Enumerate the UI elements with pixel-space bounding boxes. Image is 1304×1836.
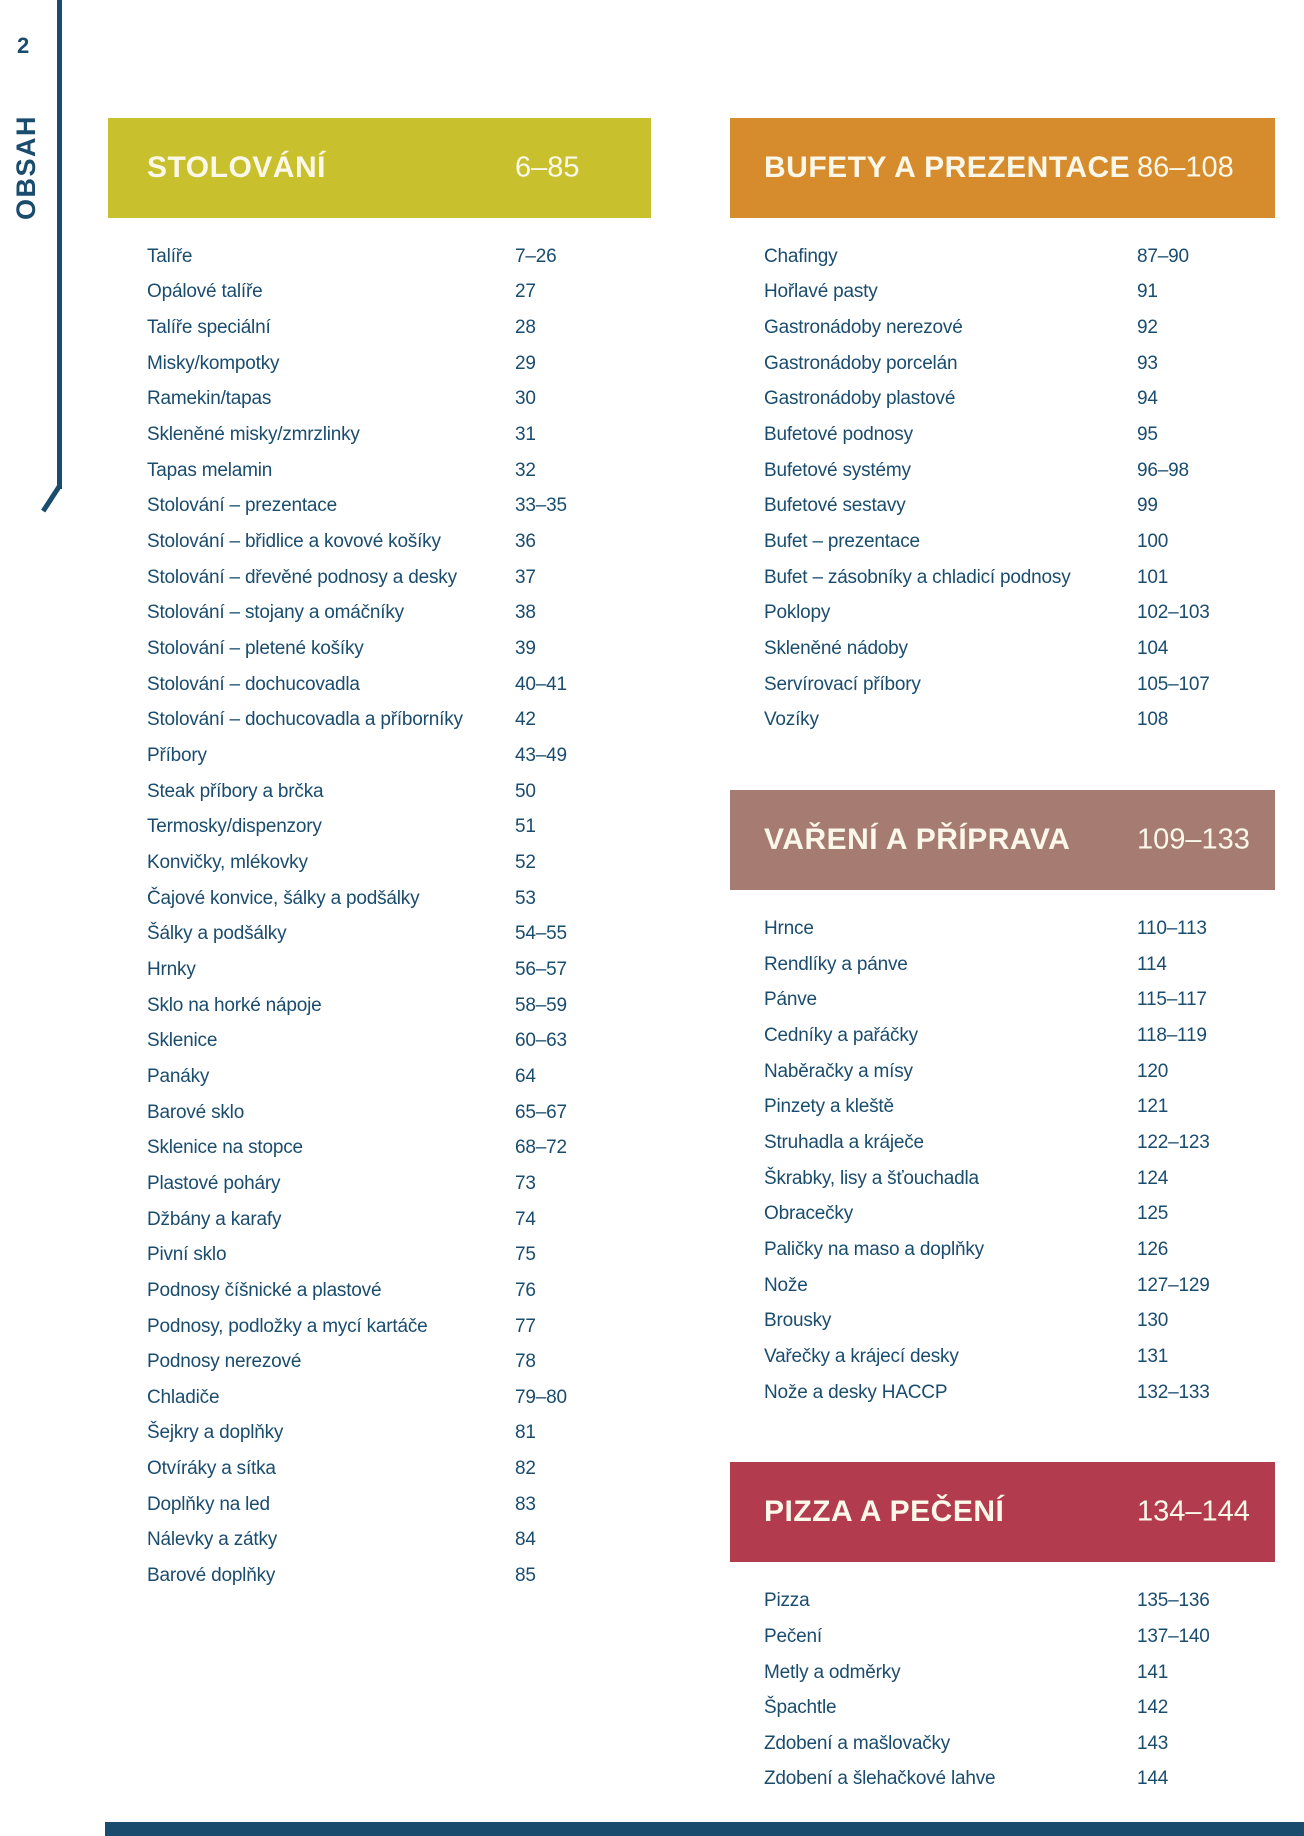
- toc-entry-label: Šálky a podšálky: [147, 923, 287, 945]
- toc-entry-pages: 60–63: [515, 1030, 567, 1052]
- toc-entry-pages: 87–90: [1137, 245, 1189, 267]
- toc-entry-pages: 78: [515, 1351, 536, 1373]
- toc-entry-pages: 141: [1137, 1661, 1169, 1683]
- toc-entry-pages: 115–117: [1137, 989, 1207, 1011]
- toc-entry-label: Termosky/dispenzory: [147, 816, 322, 838]
- section-header: [108, 118, 651, 218]
- section-title: STOLOVÁNÍ: [147, 151, 326, 184]
- toc-entry: [730, 1054, 1275, 1090]
- toc-entry-label: Talíře speciální: [147, 317, 271, 339]
- toc-entry: [730, 983, 1275, 1019]
- toc-entry-label: Struhadla a kráječe: [764, 1131, 924, 1153]
- section-page-range: 109–133: [1137, 823, 1250, 856]
- toc-entry-label: Škrabky, lisy a šťouchadla: [764, 1167, 979, 1189]
- sidebar-title: OBSAH: [11, 115, 41, 221]
- toc-section: [730, 118, 1275, 738]
- toc-entry-label: Nože a desky HACCP: [764, 1381, 948, 1403]
- toc-entry: [730, 382, 1275, 418]
- toc-entry-label: Rendlíky a pánve: [764, 953, 908, 975]
- toc-entry-label: Čajové konvice, šálky a podšálky: [147, 887, 420, 909]
- toc-entry-label: Poklopy: [764, 602, 831, 624]
- toc-entry: [108, 703, 651, 739]
- toc-entry-label: Gastronádoby plastové: [764, 388, 956, 410]
- section-page-range: 86–108: [1137, 151, 1234, 184]
- toc-entry-label: Paličky na maso a doplňky: [764, 1238, 984, 1260]
- section-title: BUFETY A PREZENTACE: [764, 151, 1131, 184]
- toc-entry: [108, 1237, 651, 1273]
- toc-entry-pages: 68–72: [515, 1137, 567, 1159]
- section-item-list: [730, 239, 1275, 738]
- toc-entry-pages: 82: [515, 1458, 536, 1480]
- toc-entry-pages: 110–113: [1137, 918, 1207, 940]
- toc-entry-label: Doplňky na led: [147, 1493, 270, 1515]
- toc-entry: [730, 1268, 1275, 1304]
- toc-entry-pages: 131: [1137, 1345, 1169, 1367]
- toc-entry-label: Stolování – prezentace: [147, 495, 337, 517]
- toc-entry-label: Gastronádoby porcelán: [764, 352, 958, 374]
- page-number: 2: [17, 33, 30, 58]
- toc-entry-label: Nože: [764, 1274, 808, 1296]
- toc-entry-pages: 73: [515, 1172, 536, 1194]
- toc-entry: [108, 810, 651, 846]
- toc-entry-pages: 28: [515, 317, 536, 339]
- toc-column-left: [108, 118, 651, 1594]
- toc-entry-label: Vozíky: [764, 709, 819, 731]
- toc-entry-pages: 65–67: [515, 1101, 567, 1123]
- toc-entry-label: Hrnce: [764, 918, 814, 940]
- toc-entry: [730, 1339, 1275, 1375]
- toc-entry-label: Sklenice na stopce: [147, 1137, 303, 1159]
- toc-entry: [730, 346, 1275, 382]
- toc-entry-pages: 100: [1137, 531, 1169, 553]
- section-page-range: 6–85: [515, 151, 580, 184]
- toc-entry-label: Podnosy nerezové: [147, 1351, 302, 1373]
- toc-entry: [730, 560, 1275, 596]
- toc-entry: [730, 275, 1275, 311]
- toc-entry-pages: 127–129: [1137, 1274, 1210, 1296]
- toc-entry-pages: 120: [1137, 1060, 1169, 1082]
- toc-entry: [108, 845, 651, 881]
- toc-entry-label: Stolování – dochucovadla: [147, 673, 360, 695]
- toc-entry-label: Tapas melamin: [147, 459, 273, 481]
- toc-entry-pages: 84: [515, 1529, 536, 1551]
- toc-entry-pages: 122–123: [1137, 1131, 1210, 1153]
- toc-entry-pages: 51: [515, 816, 536, 838]
- toc-entry-pages: 104: [1137, 638, 1169, 660]
- toc-entry: [108, 1344, 651, 1380]
- toc-entry-pages: 124: [1137, 1167, 1169, 1189]
- toc-entry-label: Obracečky: [764, 1203, 854, 1225]
- toc-entry-pages: 39: [515, 638, 536, 660]
- toc-entry: [730, 631, 1275, 667]
- toc-entry: [730, 703, 1275, 739]
- toc-entry-pages: 37: [515, 566, 536, 588]
- toc-entry-label: Konvičky, mlékovky: [147, 851, 308, 873]
- toc-entry-pages: 130: [1137, 1310, 1169, 1332]
- toc-entry-label: Gastronádoby nerezové: [764, 317, 963, 339]
- toc-entry: [730, 239, 1275, 275]
- section-item-list: [108, 239, 651, 1594]
- toc-entry-label: Příbory: [147, 745, 207, 767]
- toc-entry-label: Skleněné misky/zmrzlinky: [147, 424, 360, 446]
- toc-entry: [108, 1380, 651, 1416]
- toc-entry: [108, 1309, 651, 1345]
- section-item-list: [730, 911, 1275, 1410]
- toc-entry-pages: 96–98: [1137, 459, 1189, 481]
- toc-entry-label: Podnosy, podložky a mycí kartáče: [147, 1315, 428, 1337]
- toc-entry: [108, 738, 651, 774]
- toc-entry: [730, 1690, 1275, 1726]
- toc-entry: [108, 1273, 651, 1309]
- toc-entry-label: Otvíráky a sítka: [147, 1458, 276, 1480]
- toc-entry: [108, 560, 651, 596]
- toc-entry: [108, 1059, 651, 1095]
- toc-entry: [108, 1095, 651, 1131]
- sidebar-rule: [57, 0, 62, 489]
- toc-entry: [108, 1166, 651, 1202]
- toc-entry: [730, 524, 1275, 560]
- toc-entry-label: Sklenice: [147, 1030, 218, 1052]
- footer-bar: [105, 1822, 1304, 1836]
- toc-entry-pages: 144: [1137, 1768, 1169, 1790]
- toc-entry-label: Chladiče: [147, 1386, 220, 1408]
- toc-entry: [730, 947, 1275, 983]
- section-title: PIZZA A PEČENÍ: [764, 1495, 1005, 1529]
- toc-entry: [730, 1089, 1275, 1125]
- toc-entry: [730, 489, 1275, 525]
- toc-entry: [730, 453, 1275, 489]
- toc-entry-pages: 126: [1137, 1238, 1169, 1260]
- toc-entry: [108, 1487, 651, 1523]
- toc-entry-pages: 121: [1137, 1096, 1169, 1118]
- toc-entry-label: Skleněné nádoby: [764, 638, 908, 660]
- toc-entry-label: Cedníky a pařáčky: [764, 1024, 918, 1046]
- toc-entry-pages: 118–119: [1137, 1024, 1207, 1046]
- toc-entry-pages: 32: [515, 459, 536, 481]
- toc-entry-label: Šejkry a doplňky: [147, 1422, 284, 1444]
- toc-entry-label: Stolování – pletené košíky: [147, 638, 364, 660]
- toc-entry-label: Stolování – stojany a omáčníky: [147, 602, 404, 624]
- toc-entry: [108, 1451, 651, 1487]
- toc-entry-pages: 40–41: [515, 673, 567, 695]
- toc-entry-label: Stolování – dřevěné podnosy a desky: [147, 566, 457, 588]
- toc-entry-label: Pivní sklo: [147, 1244, 227, 1266]
- toc-entry-label: Plastové poháry: [147, 1172, 281, 1194]
- toc-entry-label: Džbány a karafy: [147, 1208, 282, 1230]
- toc-entry-pages: 52: [515, 851, 536, 873]
- toc-entry-pages: 38: [515, 602, 536, 624]
- toc-entry-label: Vařečky a krájecí desky: [764, 1345, 959, 1367]
- toc-entry-pages: 79–80: [515, 1386, 567, 1408]
- toc-entry-pages: 31: [515, 424, 536, 446]
- toc-entry-label: Stolování – břidlice a kovové košíky: [147, 531, 441, 553]
- toc-entry-pages: 75: [515, 1244, 536, 1266]
- toc-entry: [108, 1023, 651, 1059]
- toc-entry: [730, 667, 1275, 703]
- toc-entry-pages: 42: [515, 709, 536, 731]
- toc-entry-pages: 99: [1137, 495, 1158, 517]
- toc-entry: [108, 596, 651, 632]
- toc-entry-label: Bufet – prezentace: [764, 531, 920, 553]
- toc-entry-label: Zdobení a šlehačkové lahve: [764, 1768, 996, 1790]
- toc-entry-pages: 83: [515, 1493, 536, 1515]
- toc-entry: [108, 346, 651, 382]
- section-page-range: 134–144: [1137, 1495, 1250, 1528]
- toc-entry: [108, 1558, 651, 1594]
- toc-entry-label: Naběračky a mísy: [764, 1060, 913, 1082]
- toc-column-right: [730, 118, 1275, 1797]
- toc-entry: [108, 489, 651, 525]
- toc-entry: [730, 1303, 1275, 1339]
- toc-entry-label: Bufetové sestavy: [764, 495, 906, 517]
- section-item-list: [730, 1583, 1275, 1797]
- toc-entry: [730, 1619, 1275, 1655]
- toc-entry-pages: 64: [515, 1065, 536, 1087]
- toc-entry: [108, 453, 651, 489]
- toc-entry: [730, 1232, 1275, 1268]
- toc-entry: [730, 1726, 1275, 1762]
- toc-entry: [730, 1196, 1275, 1232]
- toc-entry: [108, 417, 651, 453]
- toc-section: [108, 118, 651, 1594]
- toc-entry: [730, 1161, 1275, 1197]
- toc-entry: [108, 524, 651, 560]
- toc-entry: [108, 667, 651, 703]
- toc-entry-label: Sklo na horké nápoje: [147, 994, 322, 1016]
- toc-entry-pages: 29: [515, 352, 536, 374]
- toc-entry-pages: 125: [1137, 1203, 1169, 1225]
- toc-entry-pages: 92: [1137, 317, 1158, 339]
- toc-entry-label: Steak příbory a brčka: [147, 780, 324, 802]
- toc-entry: [108, 275, 651, 311]
- toc-entry-label: Barové doplňky: [147, 1565, 276, 1587]
- toc-entry-label: Barové sklo: [147, 1101, 245, 1123]
- toc-entry-pages: 7–26: [515, 245, 557, 267]
- toc-entry: [108, 952, 651, 988]
- toc-entry-label: Ramekin/tapas: [147, 388, 272, 410]
- toc-entry-pages: 101: [1137, 566, 1169, 588]
- toc-entry-label: Stolování – dochucovadla a příborníky: [147, 709, 463, 731]
- toc-section: [730, 790, 1275, 1410]
- toc-entry-pages: 76: [515, 1279, 536, 1301]
- toc-entry-pages: 43–49: [515, 745, 567, 767]
- toc-entry-pages: 142: [1137, 1697, 1169, 1719]
- section-header: [730, 790, 1275, 890]
- toc-entry-label: Zdobení a mašlovačky: [764, 1732, 951, 1754]
- toc-entry: [108, 881, 651, 917]
- toc-entry-label: Chafingy: [764, 245, 838, 267]
- toc-entry-pages: 36: [515, 531, 536, 553]
- toc-entry-label: Misky/kompotky: [147, 352, 280, 374]
- toc-entry: [108, 1416, 651, 1452]
- toc-entry-label: Hrnky: [147, 958, 196, 980]
- toc-entry-pages: 114: [1137, 953, 1167, 975]
- toc-entry-pages: 50: [515, 780, 536, 802]
- toc-entry-label: Pečení: [764, 1625, 822, 1647]
- toc-entry-label: Talíře: [147, 245, 193, 267]
- toc-entry-pages: 27: [515, 281, 536, 303]
- toc-entry-pages: 74: [515, 1208, 536, 1230]
- toc-entry: [730, 596, 1275, 632]
- toc-entry-pages: 77: [515, 1315, 536, 1337]
- section-header: [730, 1462, 1275, 1562]
- toc-entry-pages: 137–140: [1137, 1625, 1210, 1647]
- toc-entry: [108, 1130, 651, 1166]
- toc-entry-label: Servírovací příbory: [764, 673, 921, 695]
- toc-entry: [108, 239, 651, 275]
- toc-entry-pages: 93: [1137, 352, 1158, 374]
- toc-entry-label: Hořlavé pasty: [764, 281, 878, 303]
- toc-entry-pages: 56–57: [515, 958, 567, 980]
- toc-entry-label: Panáky: [147, 1065, 210, 1087]
- toc-entry: [730, 1655, 1275, 1691]
- toc-entry: [730, 1125, 1275, 1161]
- toc-entry: [108, 1523, 651, 1559]
- toc-entry-pages: 105–107: [1137, 673, 1210, 695]
- toc-entry-pages: 33–35: [515, 495, 567, 517]
- toc-entry: [108, 988, 651, 1024]
- toc-entry: [108, 631, 651, 667]
- toc-entry-label: Bufetové systémy: [764, 459, 911, 481]
- toc-entry: [730, 911, 1275, 947]
- toc-entry: [108, 1202, 651, 1238]
- toc-section: [730, 1462, 1275, 1797]
- toc-entry-label: Bufetové podnosy: [764, 424, 913, 446]
- toc-entry: [730, 417, 1275, 453]
- toc-entry-pages: 132–133: [1137, 1381, 1210, 1403]
- toc-entry-label: Metly a odměrky: [764, 1661, 901, 1683]
- toc-entry-label: Bufet – zásobníky a chladicí podnosy: [764, 566, 1071, 588]
- toc-entry-label: Nálevky a zátky: [147, 1529, 278, 1551]
- toc-entry: [108, 774, 651, 810]
- toc-entry-pages: 94: [1137, 388, 1158, 410]
- toc-entry-pages: 30: [515, 388, 536, 410]
- toc-entry-pages: 53: [515, 887, 536, 909]
- toc-entry-pages: 143: [1137, 1732, 1169, 1754]
- toc-entry-pages: 108: [1137, 709, 1169, 731]
- toc-entry-label: Brousky: [764, 1310, 832, 1332]
- toc-entry-pages: 58–59: [515, 994, 567, 1016]
- toc-entry: [730, 1583, 1275, 1619]
- toc-entry-label: Pinzety a kleště: [764, 1096, 894, 1118]
- toc-entry-pages: 91: [1137, 281, 1158, 303]
- toc-entry-pages: 95: [1137, 424, 1158, 446]
- toc-entry-pages: 54–55: [515, 923, 567, 945]
- toc-entry-pages: 102–103: [1137, 602, 1210, 624]
- toc-entry: [730, 1762, 1275, 1798]
- section-header: [730, 118, 1275, 218]
- toc-entry-label: Pizza: [764, 1590, 810, 1612]
- toc-entry: [730, 1375, 1275, 1411]
- sidebar-rule-tail: [41, 485, 62, 513]
- toc-entry: [730, 1018, 1275, 1054]
- toc-entry: [108, 382, 651, 418]
- toc-entry-pages: 81: [515, 1422, 536, 1444]
- toc-entry: [730, 310, 1275, 346]
- toc-entry-label: Podnosy číšnické a plastové: [147, 1279, 382, 1301]
- toc-entry: [108, 916, 651, 952]
- toc-entry-label: Opálové talíře: [147, 281, 263, 303]
- section-title: VAŘENÍ A PŘÍPRAVA: [764, 823, 1071, 857]
- toc-entry-pages: 85: [515, 1565, 536, 1587]
- toc-entry-label: Pánve: [764, 989, 817, 1011]
- toc-entry-pages: 135–136: [1137, 1590, 1210, 1612]
- toc-entry: [108, 310, 651, 346]
- toc-entry-label: Špachtle: [764, 1697, 837, 1719]
